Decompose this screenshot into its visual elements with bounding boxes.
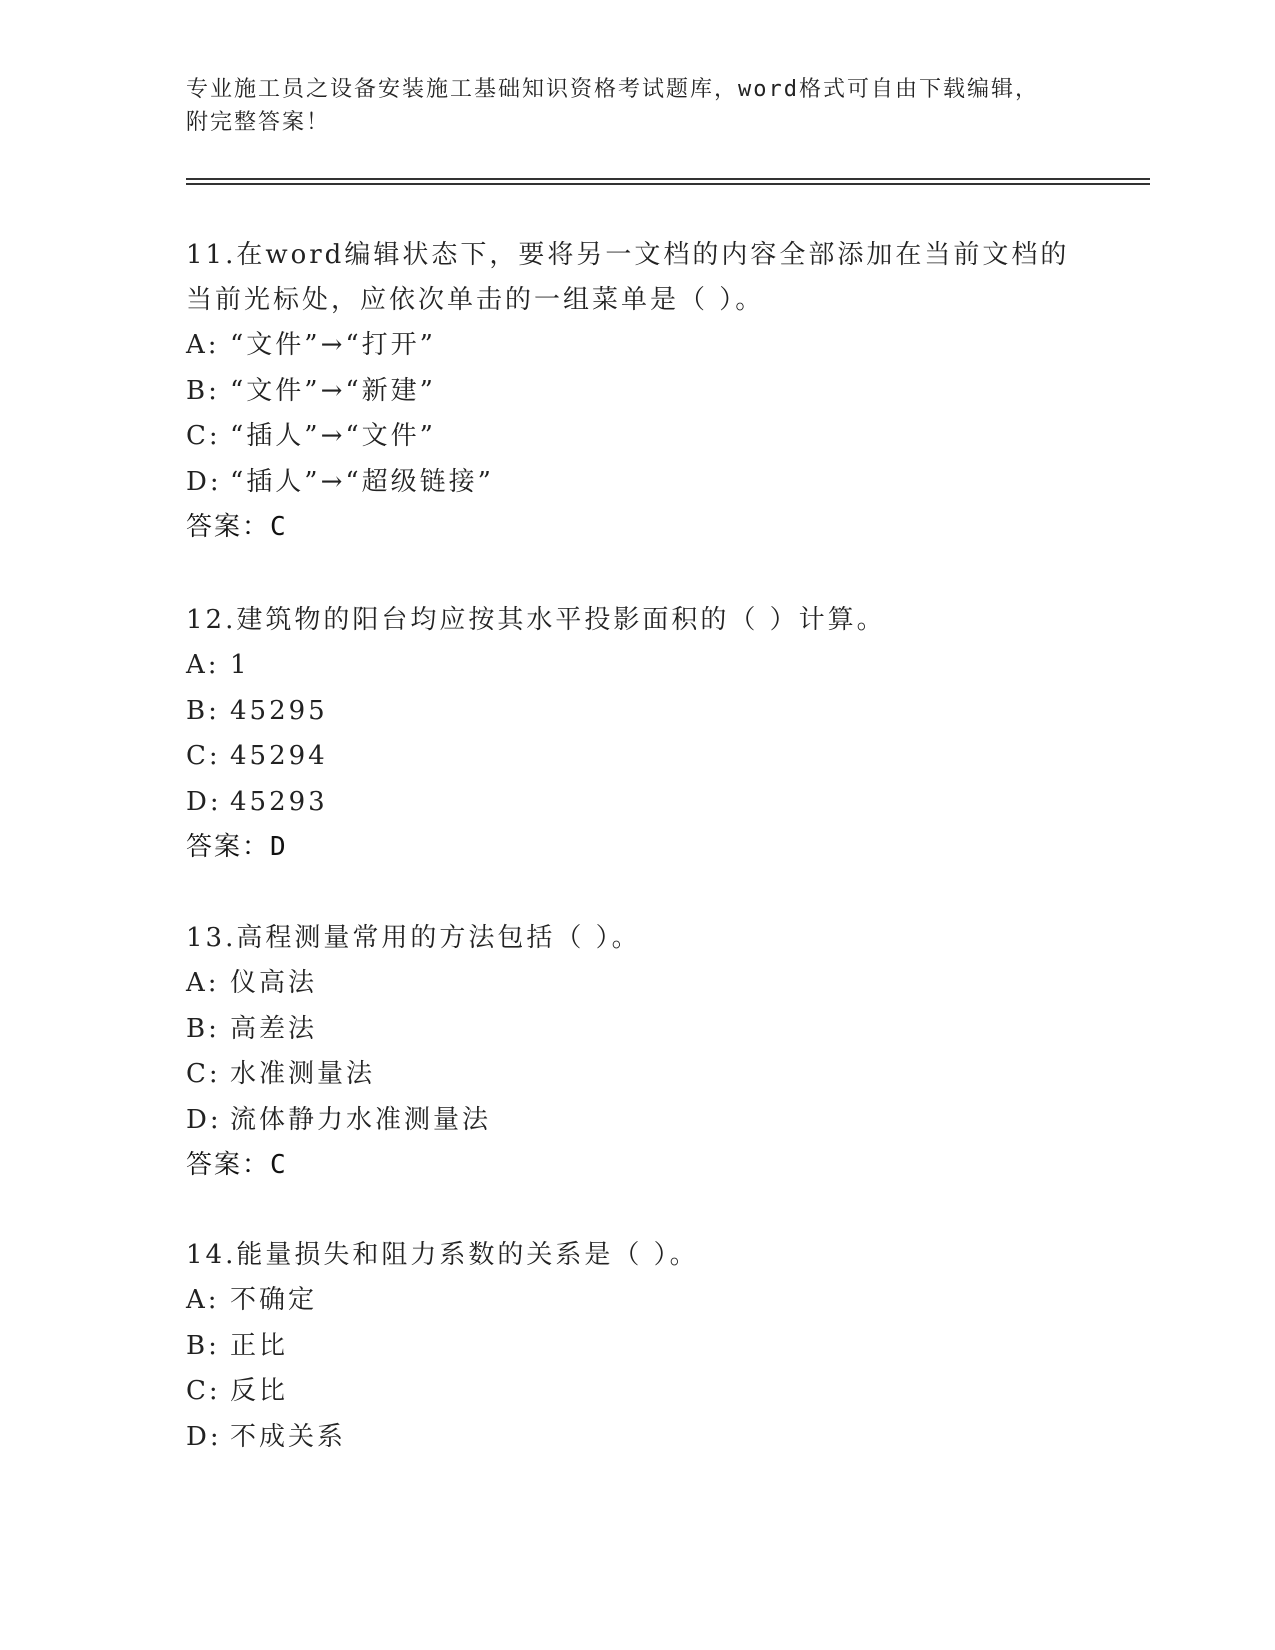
option-letter: A: [186, 650, 220, 680]
question-stem-line: 12.建筑物的阳台均应按其水平投影面积的（ ）计算。 [186, 605, 886, 635]
option-c [186, 1369, 1086, 1415]
option-text: 不成关系 [230, 1421, 347, 1452]
option-text: “文件”→“打开” [230, 330, 436, 360]
option-d [186, 1098, 1086, 1144]
header-line-2: 附完整答案！ [186, 110, 331, 135]
question-11 [186, 233, 1086, 550]
option-c [186, 734, 1086, 780]
header-divider-bottom [186, 183, 1150, 185]
option-letter: D: [186, 1104, 222, 1135]
option-c [186, 414, 1086, 460]
option-letter: D: [186, 1421, 222, 1452]
question-12 [186, 598, 1086, 870]
option-b [186, 369, 1086, 415]
option-text: 流体静力水准测量法 [230, 1104, 492, 1135]
option-d [186, 780, 1086, 826]
option-text: 反比 [230, 1376, 289, 1406]
option-b [186, 1324, 1086, 1370]
option-letter: D: [186, 786, 222, 817]
option-letter: C: [186, 1059, 221, 1089]
answer-line: 答案：C [186, 512, 288, 542]
option-letter: A: [186, 330, 220, 360]
option-letter: A: [186, 1285, 220, 1315]
option-text: 45295 [230, 695, 328, 726]
option-letter: B: [186, 695, 220, 726]
header-line-1: 专业施工员之设备安装施工基础知识资格考试题库，word格式可自由下载编辑， [186, 77, 1039, 102]
option-text: 水准测量法 [230, 1059, 376, 1089]
option-c [186, 1052, 1086, 1098]
option-letter: B: [186, 1330, 220, 1361]
option-text: “插人”→“超级链接” [230, 466, 494, 497]
option-d [186, 1415, 1086, 1461]
question-13 [186, 916, 1086, 1188]
option-letter: C: [186, 741, 221, 771]
header-divider-top [186, 178, 1150, 180]
question-stem-line: 14.能量损失和阻力系数的关系是（ ）。 [186, 1240, 699, 1270]
option-text: 不确定 [230, 1285, 318, 1315]
question-stem-line: 11.在word编辑状态下，要将另一文档的内容全部添加在当前文档的 [186, 240, 1070, 270]
option-text: 45293 [230, 786, 328, 817]
question-14 [186, 1233, 1086, 1460]
option-letter: B: [186, 1013, 220, 1044]
question-stem-line: 当前光标处，应依次单击的一组菜单是（ ）。 [186, 285, 765, 315]
option-a [186, 1278, 1086, 1324]
option-a [186, 643, 1086, 689]
option-text: “插人”→“文件” [230, 421, 436, 451]
question-stem-line: 13.高程测量常用的方法包括（ ）。 [186, 923, 641, 953]
option-text: “文件”→“新建” [230, 375, 436, 406]
option-letter: C: [186, 1376, 221, 1406]
document-header [186, 73, 1066, 139]
option-letter: A: [186, 968, 220, 998]
answer-line: 答案：D [186, 832, 288, 862]
option-letter: B: [186, 375, 220, 406]
option-letter: C: [186, 421, 221, 451]
option-text: 正比 [230, 1330, 289, 1361]
option-text: 高差法 [230, 1013, 318, 1044]
option-letter: D: [186, 466, 222, 497]
option-a [186, 323, 1086, 369]
option-text: 仪高法 [230, 968, 318, 998]
option-text: 1 [230, 650, 250, 680]
option-a [186, 961, 1086, 1007]
option-text: 45294 [230, 741, 328, 771]
option-b [186, 1007, 1086, 1053]
option-d [186, 460, 1086, 506]
answer-line: 答案：C [186, 1150, 288, 1180]
option-b [186, 689, 1086, 735]
